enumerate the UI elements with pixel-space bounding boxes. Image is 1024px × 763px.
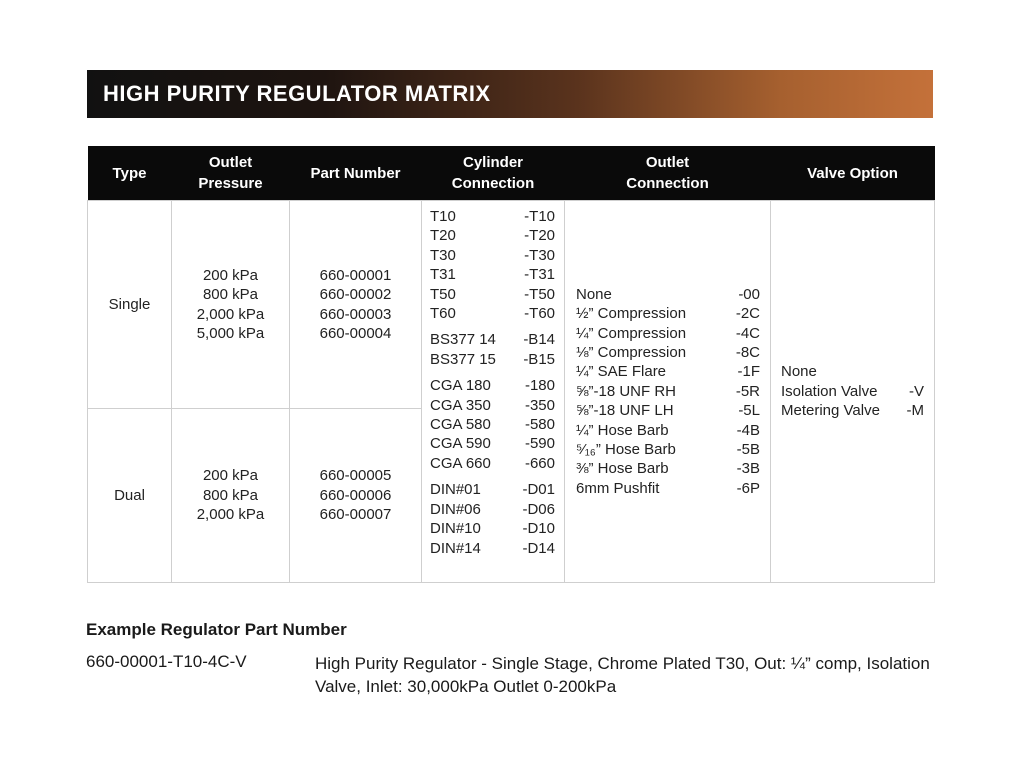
list-item: ⅝”-18 UNF LH -5L (576, 402, 760, 420)
list-item: BS377 15 -B15 (430, 350, 555, 368)
list-item: CGA 660 -660 (430, 454, 555, 472)
type-cell: Single (88, 201, 172, 409)
part-number-cell: 660-00001 660-00002 660-00003 660-00004 (290, 201, 422, 409)
table-row-single (88, 201, 935, 409)
list-item: T30 -T30 (430, 246, 555, 264)
header-outlet-connection: Outlet Connection (565, 146, 771, 201)
list-item: ¼” Compression -4C (576, 324, 760, 342)
list-item: ⁵⁄₁₆” Hose Barb -5B (576, 441, 760, 459)
list-item: ⅝”-18 UNF RH -5R (576, 382, 760, 400)
header-outlet-pressure: Outlet Pressure (172, 146, 290, 201)
list-item: T50 -T50 (430, 285, 555, 303)
list-item: ½” Compression -2C (576, 305, 760, 323)
list-item: Isolation Valve -V (781, 382, 924, 400)
list-item: CGA 580 -580 (430, 416, 555, 434)
example-heading: Example Regulator Part Number (86, 620, 347, 639)
list-item: ¼” SAE Flare -1F (576, 363, 760, 381)
list-item: DIN#06 -D06 (430, 500, 555, 518)
list-item: DIN#01 -D01 (430, 481, 555, 499)
list-item: CGA 350 -350 (430, 396, 555, 414)
outlet-connection-cell (565, 201, 771, 583)
part-number-cell: 660-00005 660-00006 660-00007 (290, 409, 422, 583)
list-item: ⅜” Hose Barb -3B (576, 460, 760, 478)
valve-option-list (771, 362, 934, 420)
cylinder-group-din (422, 480, 564, 558)
list-item: T31 -T31 (430, 266, 555, 284)
header-cylinder-connection: Cylinder Connection (422, 146, 565, 201)
cylinder-group-bs (422, 330, 564, 369)
regulator-matrix-table (87, 146, 934, 582)
list-item: Metering Valve -M (781, 402, 924, 420)
example-description: High Purity Regulator - Single Stage, Chrome Plated T30, Out: ¼” comp, Isolation Valve, Inlet: 30,000kPa Outlet 0-200kPa (315, 654, 930, 696)
list-item: None -00 (576, 285, 760, 303)
pressure-cell: 200 kPa 800 kPa 2,000 kPa (172, 409, 290, 583)
header-type: Type (88, 146, 172, 201)
list-item: BS377 14 -B14 (430, 331, 555, 349)
list-item: DIN#10 -D10 (430, 520, 555, 538)
valve-option-cell (771, 201, 935, 583)
cylinder-group-cga (422, 376, 564, 473)
type-cell: Dual (88, 409, 172, 583)
list-item: T10 -T10 (430, 208, 555, 225)
page-title: HIGH PURITY REGULATOR MATRIX (103, 81, 491, 106)
table-header-row (88, 146, 935, 201)
cylinder-group-t (422, 207, 564, 323)
list-item: T20 -T20 (430, 227, 555, 245)
example-part-number: 660-00001-T10-4C-V (86, 652, 247, 671)
cylinder-connection-cell (422, 201, 565, 583)
header-valve-option: Valve Option (771, 146, 935, 201)
list-item: CGA 590 -590 (430, 435, 555, 453)
list-item: None (781, 363, 817, 381)
page-title-banner (87, 70, 933, 118)
list-item: 6mm Pushfit -6P (576, 479, 760, 497)
list-item: ¼” Hose Barb -4B (576, 421, 760, 439)
list-item: CGA 180 -180 (430, 377, 555, 395)
list-item: ⅛” Compression -8C (576, 343, 760, 361)
list-item: DIN#14 -D14 (430, 539, 555, 557)
pressure-cell: 200 kPa 800 kPa 2,000 kPa 5,000 kPa (172, 201, 290, 409)
header-part-number: Part Number (290, 146, 422, 201)
list-item: T60 -T60 (430, 305, 555, 323)
